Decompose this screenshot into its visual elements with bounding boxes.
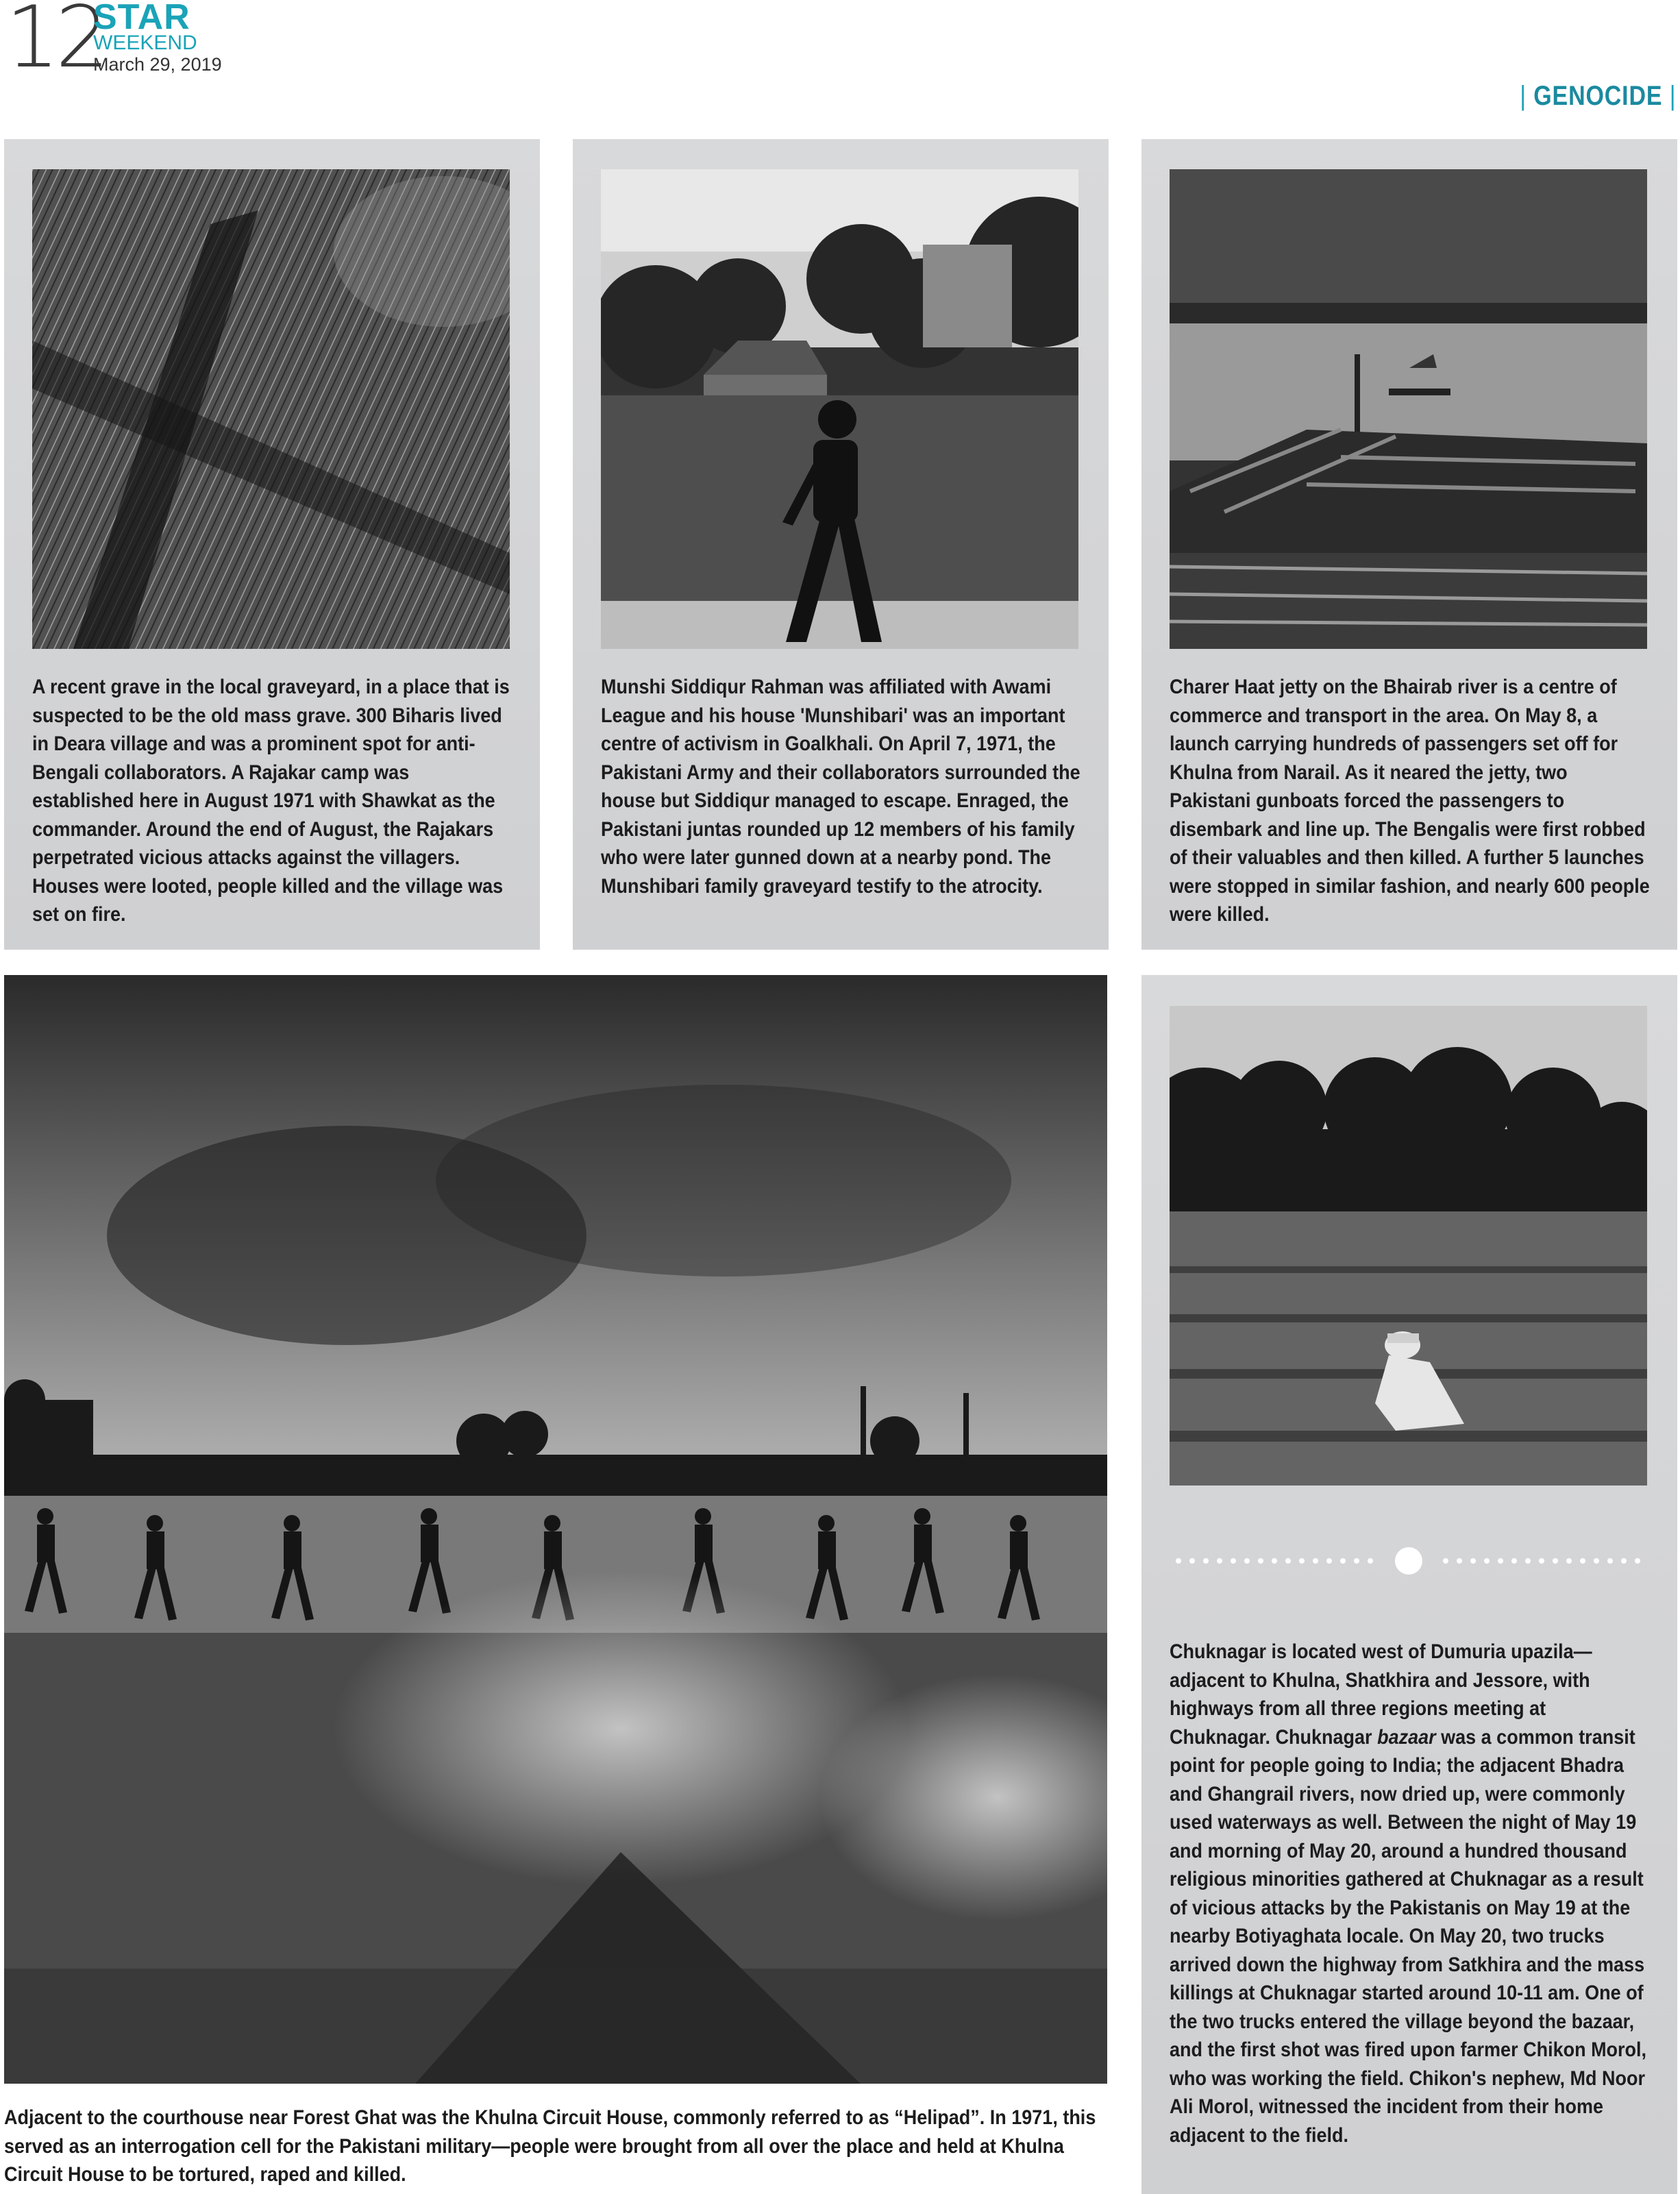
jetty-image xyxy=(1170,169,1647,649)
grave-photo xyxy=(32,169,510,649)
caption-chuknagar-part2: was a common transit point for people going to India; the adjacent Bhadra and Ghangrail rivers, now dried up, were commonly used waterways as well. Between the night of May 19 and morning of May 20, around a hundred thousand religious minorities gathered at Chuknagar as a result of vicious attacks by the Pakistanis on May 19 at the nearby Botiyaghata locale. On May 20, two trucks arrived down the highway from Satkhira and the mass killings at Chuknagar started around 10-11 am. One of the two trucks entered the village beyond the bazaar, and the first shot was fired upon farmer Chikon Morol, who was working the field. Chikon's nephew, Md Noor Ali Morol, witnessed the incident from their home adjacent to the field. xyxy=(1170,1725,1647,2147)
issue-date: March 29, 2019 xyxy=(93,54,222,75)
grave-image xyxy=(32,169,510,649)
caption-jetty: Charer Haat jetty on the Bhairab river is a centre of commerce and transport in the area. On May 8, a launch carrying hundreds of passengers set off for Khulna from Narail. As it neared the jetty, two Pakistani gunboats forced the passengers to disembark and line up. The Bengalis were first robbed of their valuables and then killed. A further 5 launches were stopped in similar fashion, and nearly 600 people were killed. xyxy=(1170,676,1650,926)
section-tag-label: GENOCIDE xyxy=(1533,81,1663,111)
masthead xyxy=(5,0,485,89)
page-number: 12 xyxy=(5,0,106,87)
caption-chuknagar-part1: Chuknagar is located west of Dumuria upazila—adjacent to Khulna, Shatkhira and Jessore, with highways from all three regions meeting at Chuknagar. Chuknagar xyxy=(1170,1640,1592,1749)
dotted-divider xyxy=(1172,1547,1651,1575)
boy-walking-image xyxy=(601,169,1078,649)
brand-star: STAR xyxy=(93,0,190,37)
brand-logo xyxy=(93,0,222,75)
caption-munshibari: Munshi Siddiqur Rahman was affiliated with Awami League and his house 'Munshibari' was an important centre of activism in Goalkhali. On April 7, 1971, the Pakistani Army and their collaborators surrounded the house but Siddiqur managed to escape. Enraged, the Pakistani juntas rounded up 12 members of his family who were later gunned down at a nearby pond. The Munshibari family graveyard testify to the atrocity. xyxy=(601,676,1080,898)
runners-field-photo xyxy=(4,975,1107,2084)
tag-divider-right: | xyxy=(1662,81,1676,111)
tag-divider-left: | xyxy=(1519,81,1533,111)
caption-helipad: Adjacent to the courthouse near Forest Ghat was the Khulna Circuit House, commonly referred to as “Helipad”. In 1971, this served as an interrogation cell for the Pakistani military—people were brought from all over the place and held at Khulna Circuit House to be tortured, raped and killed. xyxy=(4,2106,1096,2186)
brand-weekend: WEEKEND xyxy=(93,32,197,54)
runners-field-image xyxy=(4,975,1107,2084)
boy-walking-photo xyxy=(601,169,1078,649)
caption-chuknagar xyxy=(1170,1638,1651,2149)
caption-chuknagar-bazaar: bazaar xyxy=(1377,1725,1436,1749)
section-tag xyxy=(1520,81,1676,112)
jetty-photo xyxy=(1170,169,1647,649)
farmer-field-photo xyxy=(1170,1006,1647,1486)
farmer-field-image xyxy=(1170,1006,1647,1486)
caption-deara: A recent grave in the local graveyard, in a place that is suspected to be the old mass grave. 300 Biharis lived in Deara village and was a prominent spot for anti-Bengali collaborators. A Rajakar camp was established here in August 1971 with Shawkat as the commander. Around the end of August, the Rajakars perpetrated vicious attacks against the villagers. Houses were looted, people killed and the village was set on fire. xyxy=(32,676,510,926)
